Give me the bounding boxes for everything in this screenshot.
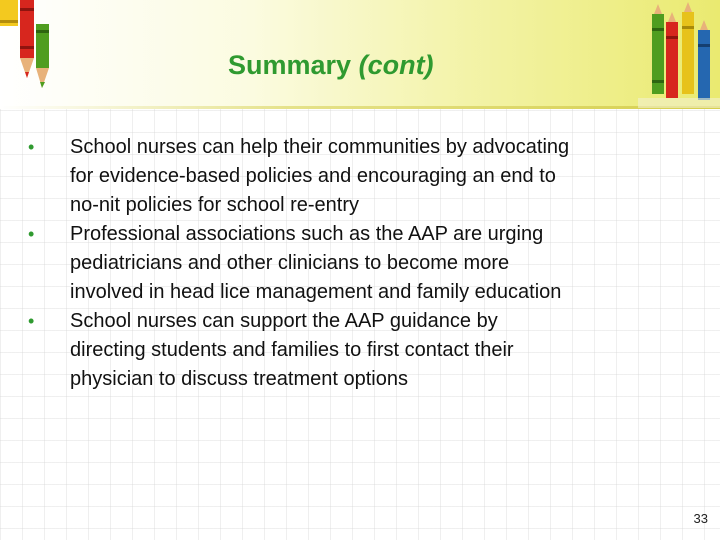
bullet-line: pediatricians and other clinicians to become more <box>70 252 510 274</box>
slide-title-cont: (cont) <box>358 50 434 80</box>
bullet-line: involved in head lice management and family education <box>70 281 562 303</box>
bullet-item <box>28 133 688 220</box>
bullet-line: School nurses can help their communities by advocating <box>70 136 570 158</box>
bullet-item <box>28 220 688 307</box>
page-number: 33 <box>693 511 708 526</box>
slide-title-main: Summary <box>228 50 352 80</box>
header-divider <box>0 106 720 109</box>
slide-title <box>228 50 434 81</box>
bullet-item <box>28 307 688 394</box>
bullet-marker: • <box>28 224 35 244</box>
crayons-left-icon <box>0 0 62 96</box>
bullet-line: physician to discuss treatment options <box>70 368 408 390</box>
bullet-marker: • <box>28 311 35 331</box>
crayons-right-icon <box>638 0 720 108</box>
bullet-marker: • <box>28 137 35 157</box>
bullet-line: directing students and families to first contact their <box>70 339 514 361</box>
bullet-list <box>28 133 688 394</box>
bullet-line: for evidence-based policies and encouraging an end to <box>70 165 556 187</box>
bullet-line: Professional associations such as the AAP are urging <box>70 223 544 245</box>
bullet-line: no-nit policies for school re-entry <box>70 194 360 216</box>
bullet-line: School nurses can support the AAP guidance by <box>70 310 498 332</box>
